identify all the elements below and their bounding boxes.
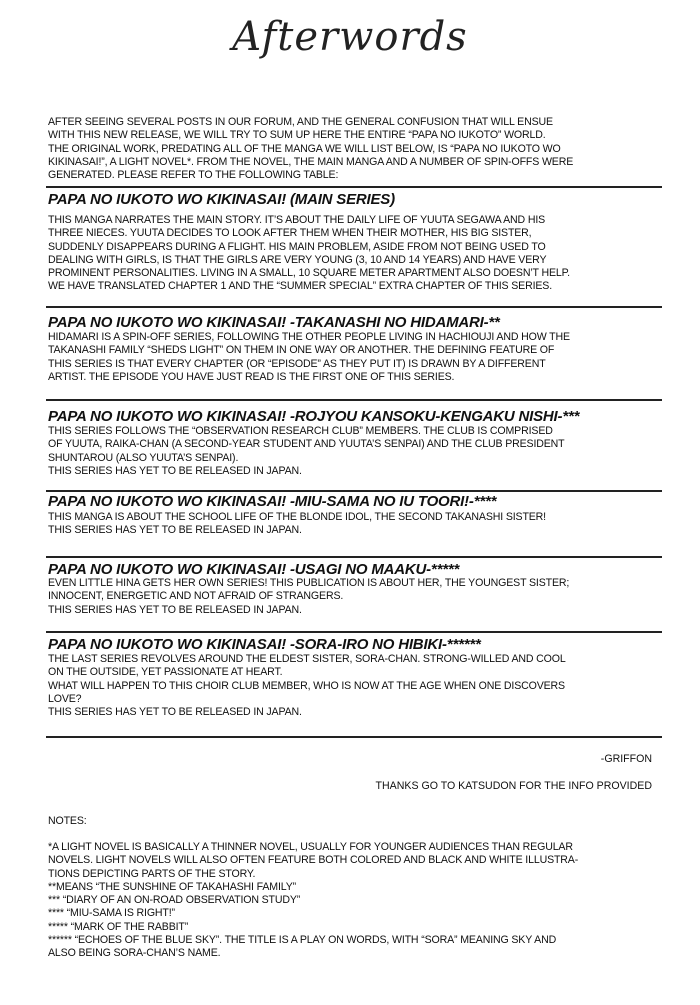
note-line: **** “MIU-SAMA IS RIGHT!” — [48, 907, 175, 920]
notes-label — [48, 815, 668, 828]
text-line: WITH THIS NEW RELEASE, WE WILL TRY TO SUM UP HERE THE ENTIRE “PAPA NO IUKOTO” WORLD. — [48, 129, 546, 142]
divider — [46, 306, 662, 308]
text-line: THIS SERIES IS THAT EVERY CHAPTER (OR “EPISODE” AS THEY PUT IT) IS DRAWN BY A DIFFERENT — [48, 357, 546, 370]
text-line: THIS SERIES HAS YET TO BE RELEASED IN JAPAN. — [48, 603, 302, 616]
text-line: LOVE? — [48, 692, 82, 705]
section-heading: PAPA NO IUKOTO WO KIKINASAI! -SORA-IRO NO HIBIKI-****** — [48, 636, 481, 653]
section-heading: PAPA NO IUKOTO WO KIKINASAI! -ROJYOU KANSOKU-KENGAKU NISHI-*** — [48, 408, 580, 425]
section-body — [48, 653, 668, 719]
divider — [46, 399, 662, 401]
divider — [46, 186, 662, 188]
section-body — [48, 511, 668, 538]
note-line: NOVELS. LIGHT NOVELS WILL ALSO OFTEN FEATURE BOTH COLORED AND BLACK AND WHITE ILLUSTRA- — [48, 854, 579, 867]
note-line: **MEANS “THE SUNSHINE OF TAKAHASHI FAMILY” — [48, 880, 296, 893]
section-body — [48, 577, 668, 617]
section-body — [48, 425, 668, 478]
text-line: ARTIST. THE EPISODE YOU HAVE JUST READ IS THE FIRST ONE OF THIS SERIES. — [48, 370, 455, 383]
text-line: AFTER SEEING SEVERAL POSTS IN OUR FORUM, AND THE GENERAL CONFUSION THAT WILL ENSUE — [48, 116, 553, 128]
text-line: KIKINASAI!”, A LIGHT NOVEL*. FROM THE NOVEL, THE MAIN MANGA AND A NUMBER OF SPIN-OFFS WERE — [48, 155, 574, 168]
text-line: THE LAST SERIES REVOLVES AROUND THE ELDEST SISTER, SORA-CHAN. STRONG-WILLED AND COOL — [48, 653, 566, 665]
divider — [46, 736, 662, 738]
text-line: SHUNTAROU (ALSO YUUTA’S SENPAI). — [48, 451, 239, 464]
thanks-line: THANKS GO TO KATSUDON FOR THE INFO PROVIDED — [375, 780, 652, 792]
note-line: ****** “ECHOES OF THE BLUE SKY”. THE TITLE IS A PLAY ON WORDS, WITH “SORA” MEANING SKY AND — [48, 934, 557, 947]
text-line: WE HAVE TRANSLATED CHAPTER 1 AND THE “SUMMER SPECIAL” EXTRA CHAPTER OF THIS SERIES. — [48, 280, 552, 293]
note-line: *** “DIARY OF AN ON-ROAD OBSERVATION STUDY” — [48, 894, 301, 907]
text-line: THIS SERIES HAS YET TO BE RELEASED IN JAPAN. — [48, 524, 302, 537]
text-line: PROMINENT PERSONALITIES. LIVING IN A SMALL, 10 SQUARE METER APARTMENT ALSO DOESN’T HELP. — [48, 267, 570, 280]
text-line: THREE NIECES. YUUTA DECIDES TO LOOK AFTER THEM WHEN THEIR MOTHER, HIS BIG SISTER, — [48, 227, 532, 240]
intro-paragraph — [48, 116, 668, 182]
text-line: THE ORIGINAL WORK, PREDATING ALL OF THE MANGA WE WILL LIST BELOW, IS “PAPA NO IUKOTO WO — [48, 142, 561, 155]
text-line: INNOCENT, ENERGETIC AND NOT AFRAID OF STRANGERS. — [48, 590, 344, 603]
text-line: NOTES: — [48, 815, 87, 827]
notes-list — [48, 841, 668, 961]
text-line: THIS SERIES HAS YET TO BE RELEASED IN JAPAN. — [48, 464, 302, 477]
text-line: THIS MANGA NARRATES THE MAIN STORY. IT’S ABOUT THE DAILY LIFE OF YUUTA SEGAWA AND HIS — [48, 214, 546, 226]
note-line: *A LIGHT NOVEL IS BASICALLY A THINNER NOVEL, USUALLY FOR YOUNGER AUDIENCES THAN REGULAR — [48, 841, 573, 853]
signature: -GRIFFON — [600, 753, 652, 765]
text-line: DEALING WITH GIRLS, IS THAT THE GIRLS ARE VERY YOUNG (3, 10 AND 14 YEARS) AND HAVE VERY — [48, 253, 547, 266]
text-line: TAKANASHI FAMILY “SHEDS LIGHT” ON THEM IN ONE WAY OR ANOTHER. THE DEFINING FEATURE OF — [48, 344, 555, 357]
divider — [46, 556, 662, 558]
text-line: HIDAMARI IS A SPIN-OFF SERIES, FOLLOWING THE OTHER PEOPLE LIVING IN HACHIOUJI AND HOW THE — [48, 331, 570, 343]
divider — [46, 631, 662, 633]
text-line: EVEN LITTLE HINA GETS HER OWN SERIES! THIS PUBLICATION IS ABOUT HER, THE YOUNGEST SISTER; — [48, 577, 570, 589]
text-line: GENERATED. PLEASE REFER TO THE FOLLOWING TABLE: — [48, 169, 339, 182]
text-line: ON THE OUTSIDE, YET PASSIONATE AT HEART. — [48, 666, 283, 679]
section-heading: PAPA NO IUKOTO WO KIKINASAI! -USAGI NO MAAKU-***** — [48, 561, 460, 578]
note-line: ALSO BEING SORA-CHAN’S NAME. — [48, 947, 221, 960]
text-line: OF YUUTA, RAIKA-CHAN (A SECOND-YEAR STUDENT AND YUUTA’S SENPAI) AND THE CLUB PRESIDENT — [48, 438, 565, 451]
text-line: THIS MANGA IS ABOUT THE SCHOOL LIFE OF THE BLONDE IDOL, THE SECOND TAKANASHI SISTER! — [48, 511, 546, 523]
note-line: TIONS DEPICTING PARTS OF THE STORY. — [48, 867, 256, 880]
text-line: THIS SERIES HAS YET TO BE RELEASED IN JAPAN. — [48, 706, 302, 719]
text-line: SUDDENLY DISAPPEARS DURING A FLIGHT. HIS MAIN PROBLEM, ASIDE FROM NOT BEING USED TO — [48, 240, 546, 253]
section-body — [48, 331, 668, 384]
divider — [46, 490, 662, 492]
section-heading: PAPA NO IUKOTO WO KIKINASAI! -TAKANASHI NO HIDAMARI-** — [48, 314, 500, 331]
text-line: WHAT WILL HAPPEN TO THIS CHOIR CLUB MEMBER, WHO IS NOW AT THE AGE WHEN ONE DISCOVERS — [48, 679, 565, 692]
page-title: Afterwords — [232, 14, 468, 60]
section-body — [48, 214, 668, 294]
section-heading: PAPA NO IUKOTO WO KIKINASAI! (MAIN SERIES) — [48, 191, 395, 208]
section-heading: PAPA NO IUKOTO WO KIKINASAI! -MIU-SAMA NO IU TOORI!-**** — [48, 493, 497, 510]
note-line: ***** “MARK OF THE RABBIT” — [48, 920, 189, 933]
text-line: THIS SERIES FOLLOWS THE “OBSERVATION RESEARCH CLUB” MEMBERS. THE CLUB IS COMPRISED — [48, 425, 553, 437]
